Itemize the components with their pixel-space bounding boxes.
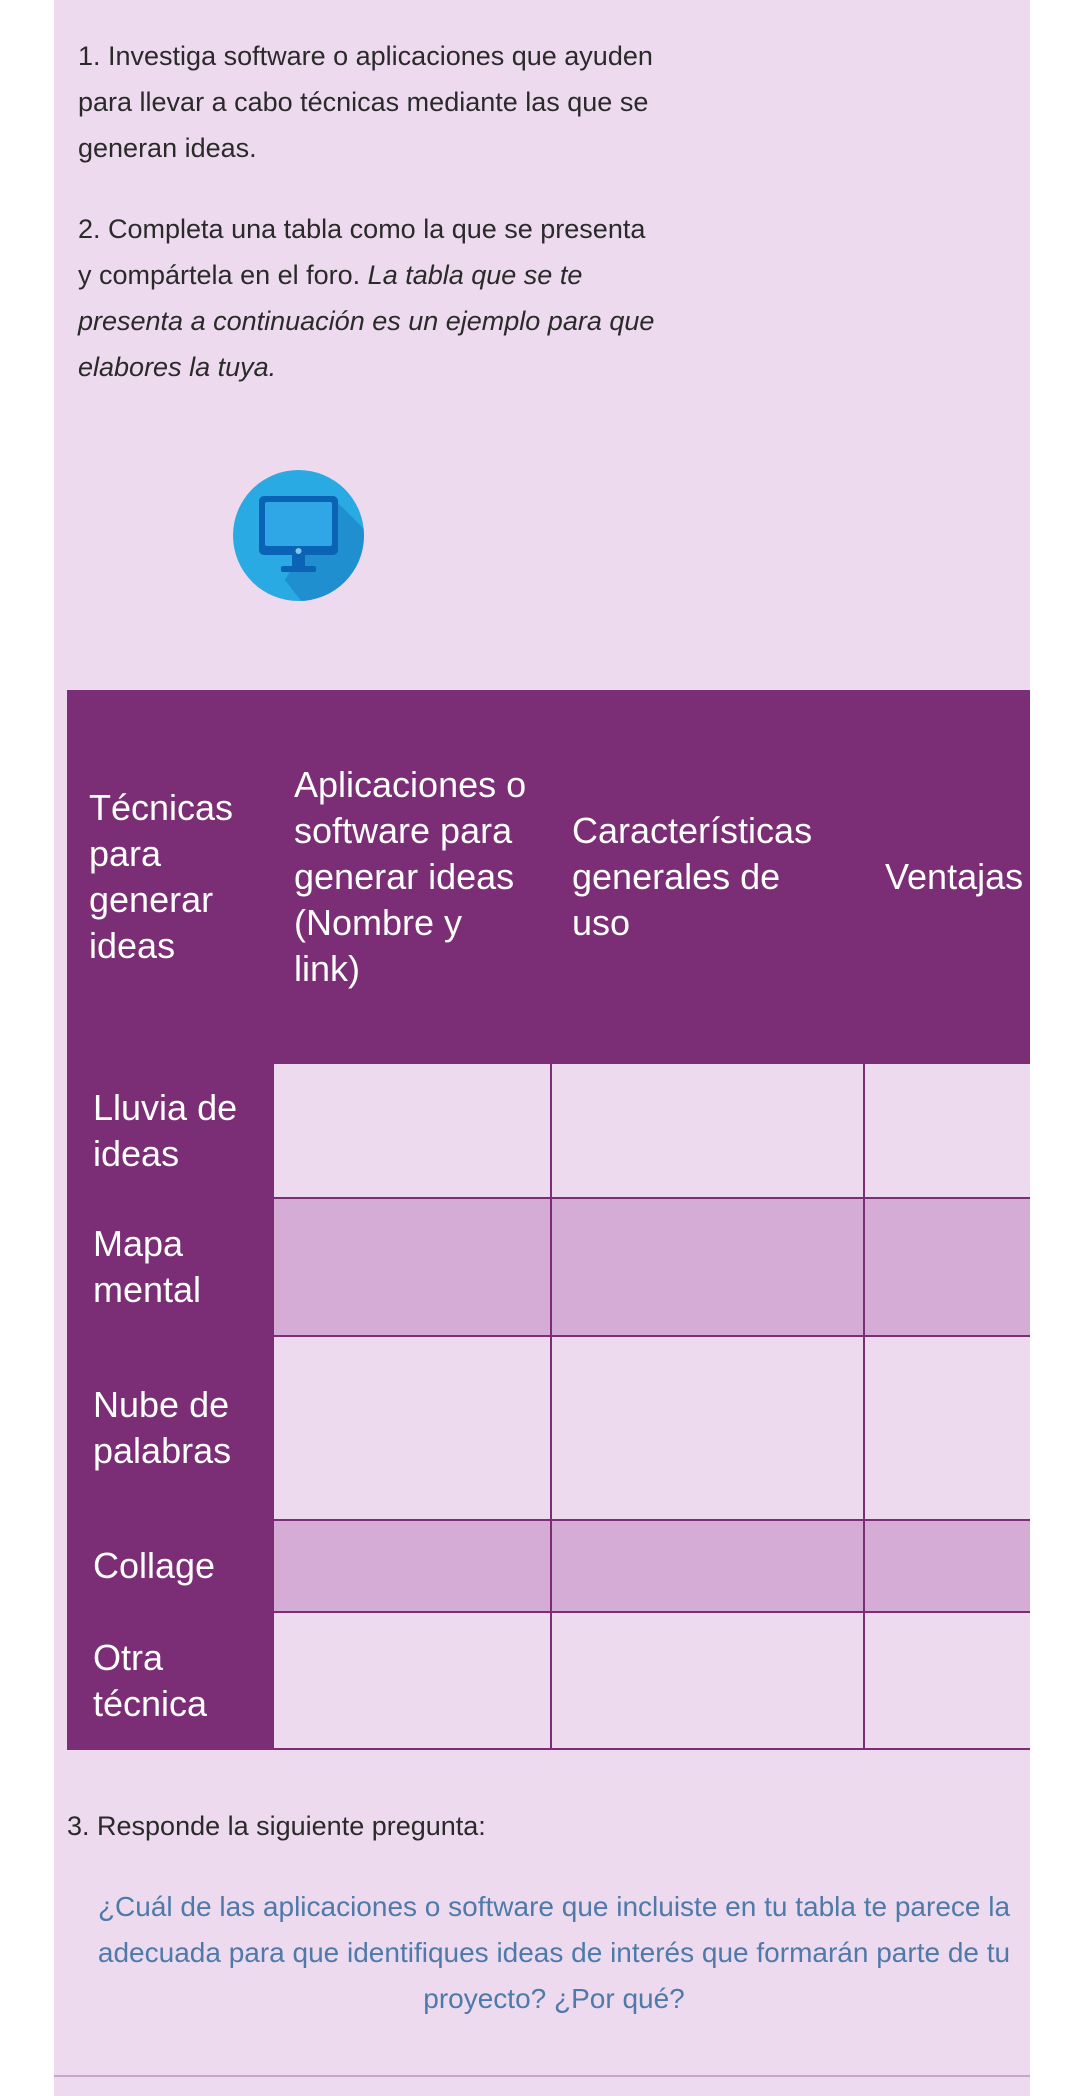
table-cell (273, 1063, 551, 1198)
header-characteristics: Características generales de uso (551, 691, 864, 1063)
ideas-techniques-table (67, 690, 1030, 1750)
table-cell (273, 1520, 551, 1612)
table-cell (273, 1198, 551, 1336)
bottom-divider (54, 2075, 1030, 2077)
header-advantages: Ventajas (864, 691, 1030, 1063)
header-techniques: Técnicas para generar ideas (68, 691, 273, 1063)
row-label: Otra técnica (68, 1612, 273, 1749)
table-row (68, 1520, 1030, 1612)
instruction-step-1: 1. Investiga software o aplicaciones que ayuden para llevar a cabo técnicas mediante las que se generan ideas. (78, 41, 653, 163)
table-row (68, 1198, 1030, 1336)
row-label: Collage (68, 1520, 273, 1612)
row-label: Lluvia de ideas (68, 1063, 273, 1198)
table-row (68, 1336, 1030, 1520)
table-cell (864, 1198, 1030, 1336)
table-cell (551, 1063, 864, 1198)
instruction-step-2-note: La tabla que se te presenta a continuación es un ejemplo para que elabores la tuya. (78, 260, 655, 382)
row-label: Nube de palabras (68, 1336, 273, 1520)
reflection-question: ¿Cuál de las aplicaciones o software que incluiste en tu tabla te parece la adecuada para que identifiques ideas de interés que formarán parte de tu proyecto? ¿Por qué? (97, 1891, 1011, 2014)
table-row (68, 1612, 1030, 1749)
activity-page (54, 0, 1030, 2096)
instruction-step-2 (78, 206, 658, 390)
monitor-icon (233, 470, 364, 601)
table-cell (273, 1612, 551, 1749)
header-applications: Aplicaciones o software para generar ideas (Nombre y link) (273, 691, 551, 1063)
table-row (68, 1063, 1030, 1198)
table-cell (864, 1336, 1030, 1520)
instruction-step-3: 3. Responde la siguiente pregunta: (67, 1811, 486, 1841)
table-cell (864, 1612, 1030, 1749)
table-cell (864, 1520, 1030, 1612)
table-cell (551, 1612, 864, 1749)
instruction-step-2-text: 2. Completa una tabla como la que se presenta y compártela en el foro. (78, 214, 646, 290)
table-cell (551, 1520, 864, 1612)
table-cell (551, 1336, 864, 1520)
table-cell (551, 1198, 864, 1336)
table-cell (864, 1063, 1030, 1198)
table-cell (273, 1336, 551, 1520)
row-label: Mapa mental (68, 1198, 273, 1336)
